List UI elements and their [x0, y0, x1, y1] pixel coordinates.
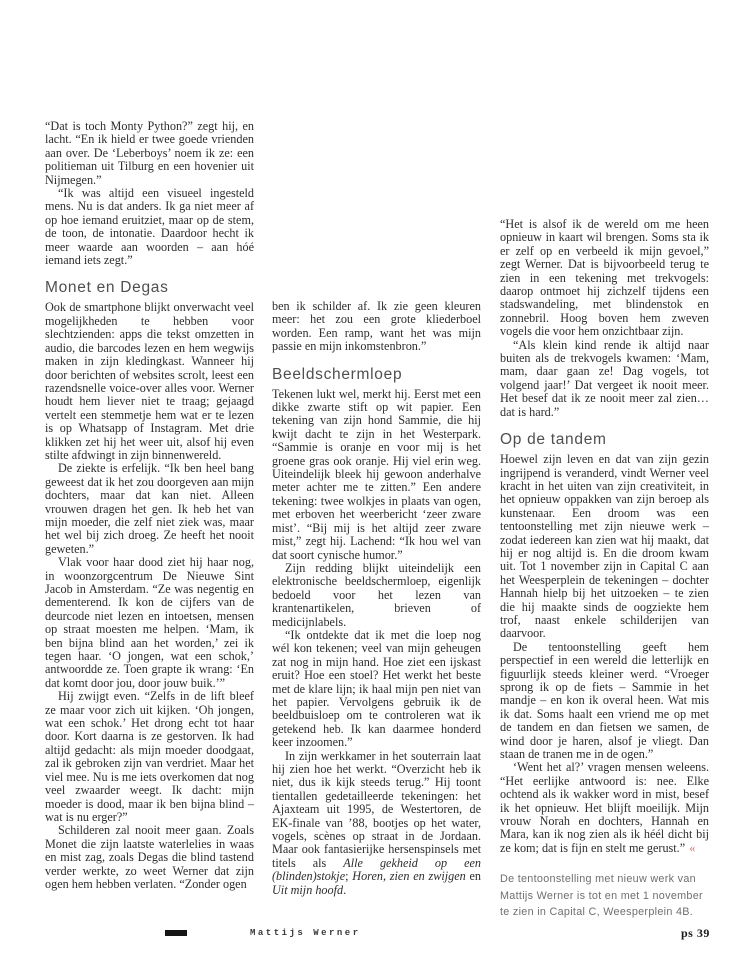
article-paragraph: “Als klein kind rende ik altijd naar buiten als de trekvogels kwamen: ‘Mam, mam, daar gaan ze! Dag vogels, tot volgend jaar!’ Dat vergeet ik nooit meer. Het besef dat ik ze nooit meer zal zien… dat is hard.” [500, 337, 709, 419]
article-paragraph: Tekenen lukt wel, merkt hij. Eerst met een dikke zwarte stift op wit papier. Een tekening van zijn hond Sammie, die hij kwijt dacht te zijn in het Westerpark. “Sammie is oranje en voor mij is het groene gras ook oranje. Hij viel erin weg. Uiteindelijk bleek hij gewoon anderhalve meter achter me te zitten.” Een andere tekening: twee wolkjes in plaats van ogen, met erboven het weerbericht ‘zeer zware mist’. “Bij mij is het altijd zeer zware mist,” zegt hij. Lachend: “Ik hou wel van dat soort cynische humor.” [272, 386, 481, 562]
article-paragraph: Vlak voor haar dood ziet hij haar nog, in woonzorgcentrum De Nieuwe Sint Jacob in Amsterdam. “Ze was negentig en dementerend. Ik kon de cijfers van de deurcode niet lezen en intoetsen, mensen op straat moesten me helpen. ‘Mam, ik ben bijna blind aan het worden,’ zei ik tegen haar. ‘O jongen, wat een schok,’ antwoordde ze. Toen grapte ik wrang: ‘En dat komt door jou, door jouw buik.’” [45, 555, 254, 690]
article-paragraph: ‘Went het al?’ vragen mensen weleens. “Het eerlijke antwoord is: nee. Elke ochtend als ik wakker word in mist, besef ik het opnieuw. Het blijft moeilijk. Mijn vrouw Norah en dochters, Hannah en Mara, kan ik nog zien als ik héél dicht bij ze kom; dat is fijn en stelt me gerust.” « [500, 760, 709, 855]
article-paragraph: “Ik ontdekte dat ik met die loep nog wél kon tekenen; veel van mijn geheugen zat nog in mijn hand. Hoe ziet een ijskast eruit? Hoe een stoel? Het werkt het beste met de klare lijn; ik haal mijn pen niet van het papier. Vervolgens gebruik ik de beeldbuisloep om te controleren wat ik getekend heb. Ik kan daarmee honderd keer inzoomen.” [272, 627, 481, 750]
article-column-2 [272, 300, 481, 897]
article-paragraph: Hoewel zijn leven en dat van zijn gezin ingrijpend is veranderd, vindt Werner veel kracht in het uiten van zijn creativiteit, in het opnieuw oppakken van zijn beroep als kunstenaar. Een droom was een tentoonstelling met zijn nieuwe werk – zodat iedereen kan zien wat hij maakt, dat hij er nog altijd is. En die droom kwam uit. Tot 1 november zijn in Capital C aan het Weesperplein de tekeningen – dochter Hannah hielp bij het uitzoeken – te zien die hij maakte sinds de oogziekte hem trof, naast enkele schilderijen van daarvoor. [500, 452, 709, 641]
section-heading: Op de tandem [500, 431, 607, 449]
article-paragraph: “Ik was altijd een visueel ingesteld mens. Nu is dat anders. Ik ga niet meer af op hoe iemand eruitziet, maar op de stem, de toon, de intonatie. Daardoor hecht ik meer waarde aan woorden – aan hóé iemand iets zegt.” [45, 186, 254, 268]
article-paragraph: “Het is alsof ik de wereld om me heen opnieuw in kaart wil brengen. Soms sta ik er zelf op en verbeeld ik mijn gevoel,” zegt Werner. Dat is bijvoorbeeld terug te zien in een tekening met trekvogels: daarop ontmoet hij zichzelf tijdens een stadswandeling, met blindenstok en zonnebril. Hoog boven hem zweven vogels die voor hem onzichtbaar zijn. [500, 217, 709, 339]
article-paragraph: In zijn werkkamer in het souterrain laat hij zien hoe het werkt. “Overzicht heb ik niet, dus ik kijk steeds terug.” Hij toont tientallen gedetailleerde tekeningen: het Ajaxteam uit 1995, de Westertoren, de EK-finale van ’88, bootjes op het water, vogels, scènes op straat in de Jordaan. Maar ook fantasierijke hersenspinsels met titels als Alle gekheid op een (blinden)stokje; Horen, zien en zwijgen en Uit mijn hoofd. [272, 748, 481, 897]
article-paragraph: De tentoonstelling geeft hem perspectief in een wereld die letterlijk en figuurlijk steeds kleiner werd. “Vroeger sprong ik op de fiets – Sammie in het mandje – en kon ik overal heen. Wat mis ik dat. Soms haalt een vriend me op met de tandem en dan fietsen we samen, de wind door je haren, alsof je vliegt. Dan staan de tranen me in de ogen.” [500, 639, 709, 762]
article-paragraph: Ook de smartphone blijkt onverwacht veel mogelijkheden te hebben voor slechtzienden: apps die tekst omzetten in audio, die barcodes lezen en hem wegwijs maken in zijn kledingkast. Wanneer hij door berichten of websites scrolt, leest een razendsnelle voice-over alles voor. Werner houdt hem liever niet te traag; gejaagd vertelt een stemmetje hem wat er te lezen is op Whatsapp of Instagram. Met drie klikken zet hij het weer uit, alsof hij even stilte afdwingt in zijn binnenwereld. [45, 300, 254, 462]
article-end-mark: « [687, 840, 695, 855]
article-paragraph: De ziekte is erfelijk. “Ik ben heel bang geweest dat ik het zou doorgeven aan mijn dochters, maar dat kan niet. Alleen vrouwen dragen het gen. Ik heb het van mijn moeder, die zelf niet ziek was, maar het wel bij zich droeg. Ze heeft het nooit geweten.” [45, 461, 254, 556]
article-paragraph: Zijn redding blijkt uiteindelijk een elektronische beeldschermloep, eigenlijk bedoeld voor het lezen van krantenartikelen, brieven of medicijnlabels. [272, 560, 481, 629]
exhibition-footnote: De tentoonstelling met nieuw werk van Mattijs Werner is tot en met 1 november te zien in Capital C, Weesperplein 4B. [500, 873, 703, 919]
footer-marker-bar [165, 930, 187, 936]
section-heading: Monet en Degas [45, 279, 169, 297]
article-paragraph: Schilderen zal nooit meer gaan. Zoals Monet die zijn laatste waterlelies in waas en mist zag, zoals Degas die blind tastend verder werkte, zo weet Werner dat zijn ogen hem hebben verlaten. “Zonder ogen [45, 823, 254, 891]
section-heading: Beeldschermloep [272, 365, 403, 383]
page-number: ps 39 [681, 926, 710, 940]
article-column-1 [45, 120, 254, 891]
article-paragraph: “Dat is toch Monty Python?” zegt hij, en lacht. “En ik hield er twee goede vrienden aan over. De ‘Leberboys’ noem ik ze: een politieman uit Tilburg en een hovenier uit Nijmegen.” [45, 119, 254, 187]
footer-author-label: Mattijs Werner [250, 928, 361, 938]
article-paragraph: Hij zwijgt even. “Zelfs in de lift bleef ze maar voor zich uit kijken. ‘Oh jongen, wat een schok.’ Het drong echt tot haar door. Kort daarna is ze gestorven. Ik had altijd gedacht: als mijn moeder doodgaat, zal ik gebroken zijn van verdriet. Maar het viel mee. Nu is me iets overkomen dat nog veel zwaarder weegt. Ik dacht: mijn moeder is dood, maar ik ben bijna blind – wat is nu erger?” [45, 689, 254, 824]
article-column-3 [500, 218, 709, 921]
article-paragraph: ben ik schilder af. Ik zie geen kleuren meer: het zou een grote kliederboel worden. Een ramp, want het was mijn passie en mijn inkomstenbron.” [272, 299, 481, 354]
